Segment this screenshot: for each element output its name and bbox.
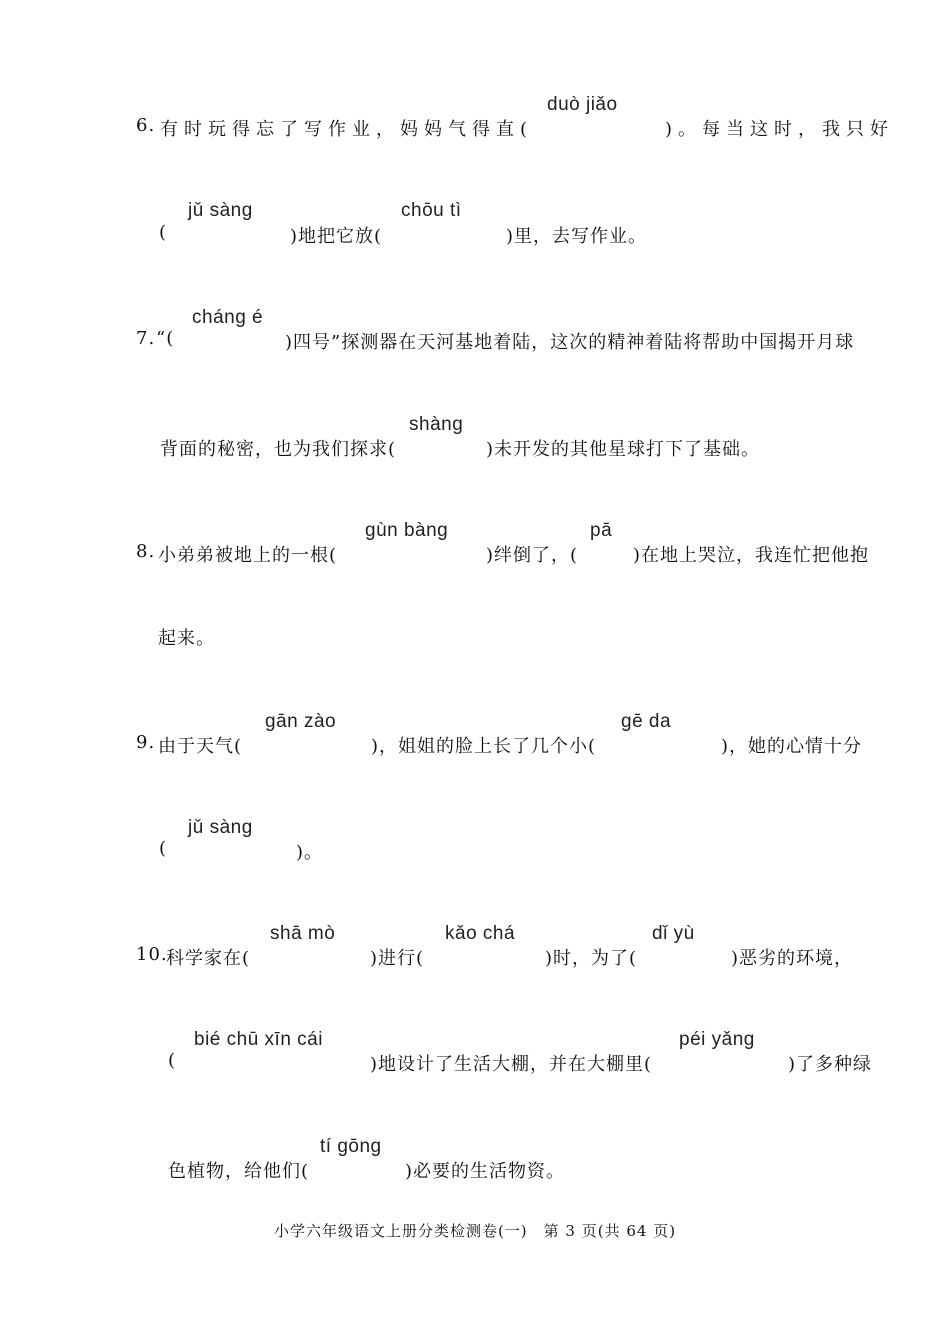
page-footer: 小学六年级语文上册分类检测卷(一) 第 3 页(共 64 页) <box>273 1222 677 1240</box>
q9-line1-b: )，姐姐的脸上长了几个小( <box>371 736 597 757</box>
pinyin-change: cháng é <box>192 307 264 328</box>
q9-line1-c: )，她的心情十分 <box>721 736 863 757</box>
pinyin-chouti: chōu tì <box>401 200 462 221</box>
q10-number: 10. <box>136 944 168 965</box>
pinyin-pa: pā <box>590 520 613 541</box>
q10-line3-b: )必要的生活物资。 <box>405 1161 566 1182</box>
pinyin-duojiao: duò jiǎo <box>547 94 618 115</box>
q10-line3-a: 色植物，给他们( <box>168 1161 310 1182</box>
q7-number: 7. <box>136 328 156 349</box>
pinyin-diyu: dǐ yù <box>652 923 695 944</box>
pinyin-kaocha: kǎo chá <box>445 923 516 944</box>
q10-line1-d: )恶劣的环境， <box>731 948 854 969</box>
q6-line1-b: )。每当这时，我只好 <box>665 119 895 140</box>
q8-line1-b: )绊倒了，( <box>486 545 579 566</box>
pinyin-shamo: shā mò <box>270 923 336 944</box>
q10-line1-b: )进行( <box>370 948 425 969</box>
q10-line1-c: )时，为了( <box>545 948 638 969</box>
q8-line1-c: )在地上哭泣，我连忙把他抱 <box>633 545 870 566</box>
q6-line2-a: ( <box>159 222 168 243</box>
q6-line2-c: )里，去写作业。 <box>506 226 648 247</box>
q7-line2-a: 背面的秘密，也为我们探求( <box>160 439 397 460</box>
q9-number: 9. <box>136 732 156 753</box>
pinyin-shang: shàng <box>409 414 464 435</box>
pinyin-peiyang: péi yǎng <box>679 1029 755 1050</box>
pinyin-biechuxincai: bié chū xīn cái <box>194 1029 323 1050</box>
pinyin-gunbang: gùn bàng <box>365 520 449 541</box>
q9-line2-b: )。 <box>296 842 324 863</box>
q10-line1-a: 科学家在( <box>166 948 251 969</box>
q8-line2: 起来。 <box>158 628 215 649</box>
q8-number: 8. <box>136 541 156 562</box>
pinyin-ganzao: gān zào <box>265 711 337 732</box>
q10-line2-c: )了多种绿 <box>788 1054 873 1075</box>
q6-line1-a: 有时玩得忘了写作业，妈妈气得直( <box>160 119 534 140</box>
q9-line1-a: 由于天气( <box>158 736 243 757</box>
q6-line2-b: )地把它放( <box>290 226 383 247</box>
pinyin-geda: gē da <box>621 711 672 732</box>
q7-line1-a: “( <box>156 328 175 349</box>
q10-line2-b: )地设计了生活大棚，并在大棚里( <box>370 1054 653 1075</box>
pinyin-tigong: tí gōng <box>320 1136 382 1157</box>
q6-number: 6. <box>136 115 156 136</box>
pinyin-jusang-1: jǔ sàng <box>188 200 253 221</box>
q9-line2-a: ( <box>159 838 168 859</box>
q7-line1-b: )四号”探测器在天河基地着陆，这次的精神着陆将帮助中国揭开月球 <box>285 332 855 353</box>
q7-line2-b: )未开发的其他星球打下了基础。 <box>486 439 761 460</box>
pinyin-jusang-2: jǔ sàng <box>188 817 253 838</box>
q8-line1-a: 小弟弟被地上的一根( <box>158 545 338 566</box>
q10-line2-a: ( <box>168 1050 177 1071</box>
